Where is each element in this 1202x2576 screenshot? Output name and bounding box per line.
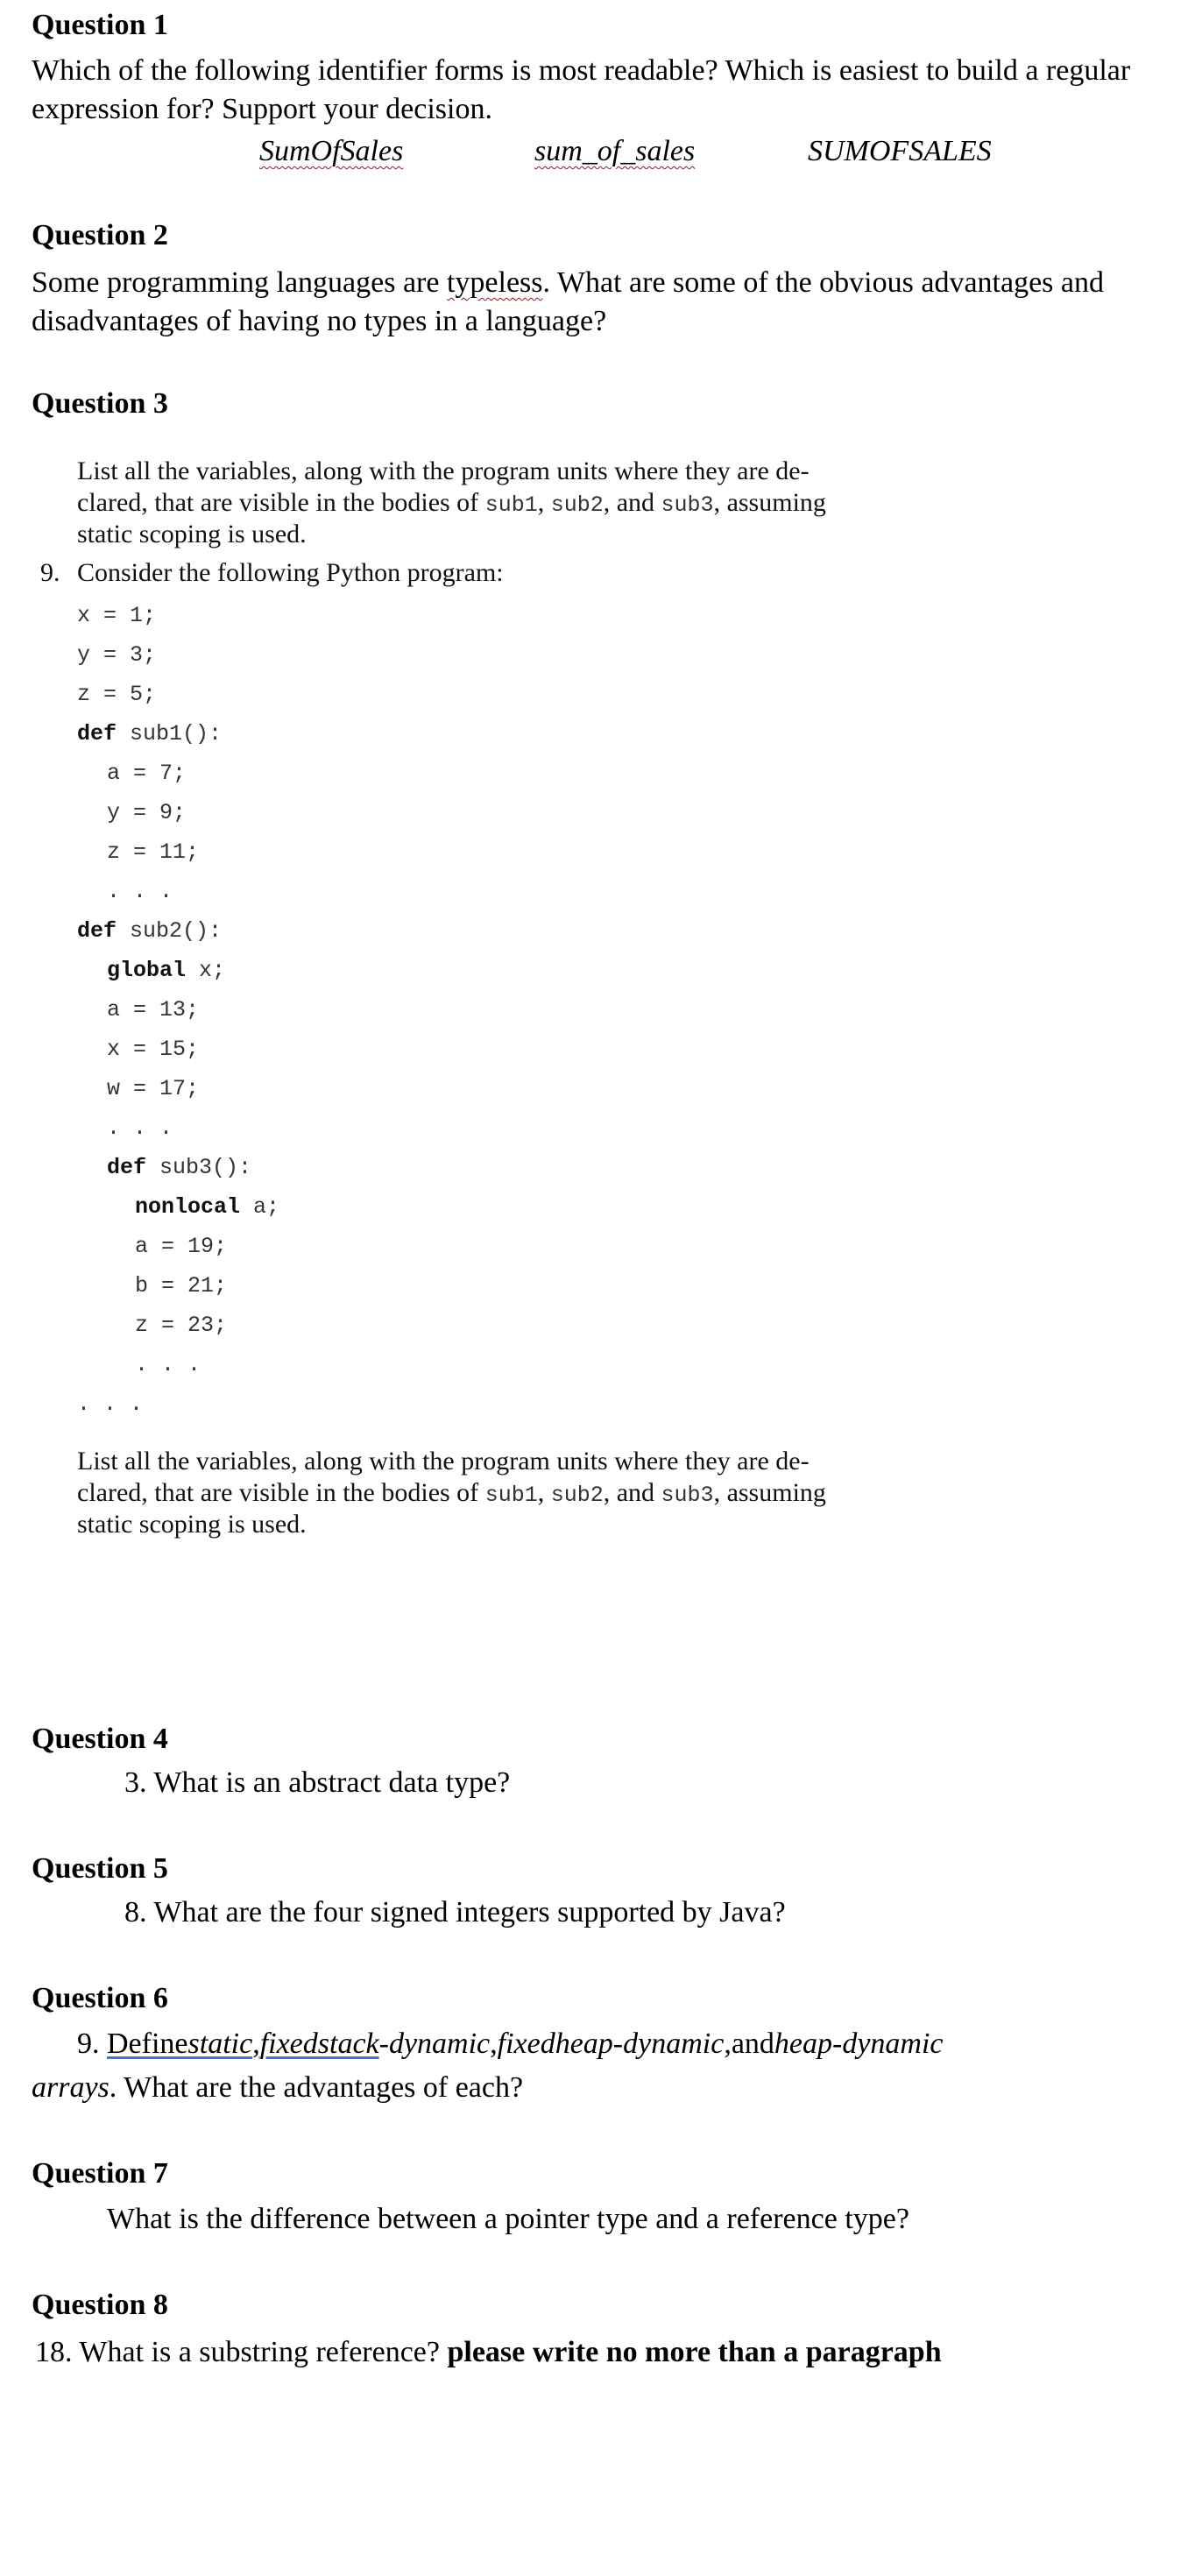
question-3-para-line-3: static scoping is used.: [77, 520, 307, 548]
question-2-text-a: Some programming languages are: [32, 266, 447, 299]
heapdyn-text: heap-dynamic: [774, 2028, 944, 2060]
code-ellipsis: . . .: [77, 1391, 144, 1417]
code-line-def-sub3: [107, 1155, 251, 1180]
code-line-def-sub1: [77, 721, 222, 747]
keyword-global: global: [107, 958, 187, 983]
code-line-def-sub2: [77, 918, 222, 944]
code-line: a = 13;: [107, 997, 200, 1023]
question-5-heading: Question 5: [32, 1852, 168, 1885]
question-7-text: What is the difference between a pointer type and a reference type?: [107, 2203, 909, 2235]
code-ellipsis: . . .: [107, 879, 173, 904]
fixedheap-text: fixedheap-dynamic: [497, 2028, 725, 2060]
question-2-line-2: disadvantages of having no types in a language?: [32, 305, 607, 337]
question-3-para2-line-2: [77, 1477, 826, 1511]
para-text: clared, that are visible in the bodies of: [77, 1478, 485, 1507]
para-text-end: , assuming: [713, 488, 826, 517]
para-comma: ,: [537, 488, 551, 517]
arrays-word: arrays: [32, 2071, 110, 2104]
question-4-text: 3. What is an abstract data type?: [124, 1766, 511, 1799]
q6-line2-text: . What are the advantages of each?: [109, 2071, 524, 2104]
code-line-global: [107, 958, 225, 983]
question-3-para2-line-1: List all the variables, along with the program units where they are de-: [77, 1447, 810, 1476]
q8-instruction: please write no more than a paragraph: [447, 2336, 942, 2368]
def-signature: sub1():: [117, 721, 223, 747]
item-text: Consider the following Python program:: [77, 558, 504, 587]
typeless-word: typeless: [446, 266, 543, 299]
code-line: z = 11;: [107, 839, 200, 865]
and-text: ,and: [724, 2028, 774, 2060]
q6-number: 9.: [77, 2028, 107, 2060]
code-line: a = 7;: [107, 761, 187, 786]
question-2-line-1: [32, 263, 1104, 303]
identifier-option-snake: sum_of_sales: [534, 135, 696, 167]
stack-link[interactable]: stack: [317, 2028, 379, 2060]
question-8-heading: Question 8: [32, 2289, 168, 2321]
code-sub3: sub3: [661, 492, 714, 518]
question-6-line-2: [32, 2068, 523, 2108]
dynamic-text: -dynamic: [378, 2028, 491, 2060]
comma-text: ,: [490, 2028, 498, 2060]
comma-link[interactable]: ,: [252, 2028, 260, 2060]
code-sub1: sub1: [484, 492, 538, 518]
question-1-line-1: Which of the following identifier forms is most readable? Which is easiest to build a regular: [32, 54, 1131, 87]
question-3-para-line-1: List all the variables, along with the program units where they are de-: [77, 456, 810, 485]
code-line: a = 19;: [135, 1234, 228, 1259]
question-3-heading: Question 3: [32, 387, 168, 420]
code-sub3: sub3: [661, 1483, 714, 1508]
item-number: 9.: [40, 558, 60, 587]
question-3-para-line-2: [77, 487, 826, 521]
keyword-def: def: [77, 721, 117, 747]
def-signature: sub2():: [117, 918, 223, 944]
para-and: , and: [603, 1478, 661, 1507]
code-sub2: sub2: [550, 1483, 604, 1508]
define-link[interactable]: Define: [107, 2028, 188, 2060]
question-6-line-1: [77, 2024, 944, 2064]
keyword-def: def: [77, 918, 117, 944]
question-3-para2-line-3: static scoping is used.: [77, 1510, 307, 1539]
code-line: b = 21;: [135, 1273, 228, 1299]
question-2-heading: Question 2: [32, 219, 168, 251]
question-8-text: [35, 2332, 942, 2373]
def-signature: sub3():: [146, 1155, 252, 1180]
code-line: y = 3;: [77, 642, 157, 668]
identifier-option-camel: SumOfSales: [259, 135, 404, 167]
para-text: clared, that are visible in the bodies of: [77, 488, 485, 517]
identifier-option-upper: SUMOFSALES: [808, 135, 992, 167]
keyword-def: def: [107, 1155, 147, 1180]
keyword-nonlocal: nonlocal: [135, 1194, 241, 1220]
para-and: , and: [603, 488, 661, 517]
code-line: w = 17;: [107, 1076, 200, 1101]
static-link[interactable]: static: [187, 2028, 253, 2060]
code-line: y = 9;: [107, 800, 187, 825]
question-1-heading: Question 1: [32, 9, 168, 41]
code-line: x = 15;: [107, 1037, 200, 1062]
question-4-heading: Question 4: [32, 1723, 168, 1755]
code-line: z = 23;: [135, 1313, 228, 1338]
code-sub2: sub2: [550, 492, 604, 518]
question-1-line-2: expression for? Support your decision.: [32, 93, 492, 125]
q8-question: 18. What is a substring reference?: [35, 2336, 448, 2368]
question-6-heading: Question 6: [32, 1982, 168, 2014]
code-ellipsis: . . .: [135, 1352, 202, 1377]
code-sub1: sub1: [484, 1483, 538, 1508]
global-var: x;: [186, 958, 226, 983]
question-7-heading: Question 7: [32, 2157, 168, 2190]
para-text-end: , assuming: [713, 1478, 826, 1507]
question-2-text-b: . What are some of the obvious advantages and: [542, 266, 1104, 299]
code-ellipsis: . . .: [107, 1115, 173, 1141]
nonlocal-var: a;: [240, 1194, 280, 1220]
code-line-nonlocal: [135, 1194, 279, 1220]
code-line: x = 1;: [77, 603, 157, 628]
para-comma: ,: [537, 1478, 551, 1507]
question-5-text: 8. What are the four signed integers supported by Java?: [124, 1896, 786, 1928]
code-line: z = 5;: [77, 682, 157, 707]
fixed-link[interactable]: fixed: [259, 2028, 318, 2060]
